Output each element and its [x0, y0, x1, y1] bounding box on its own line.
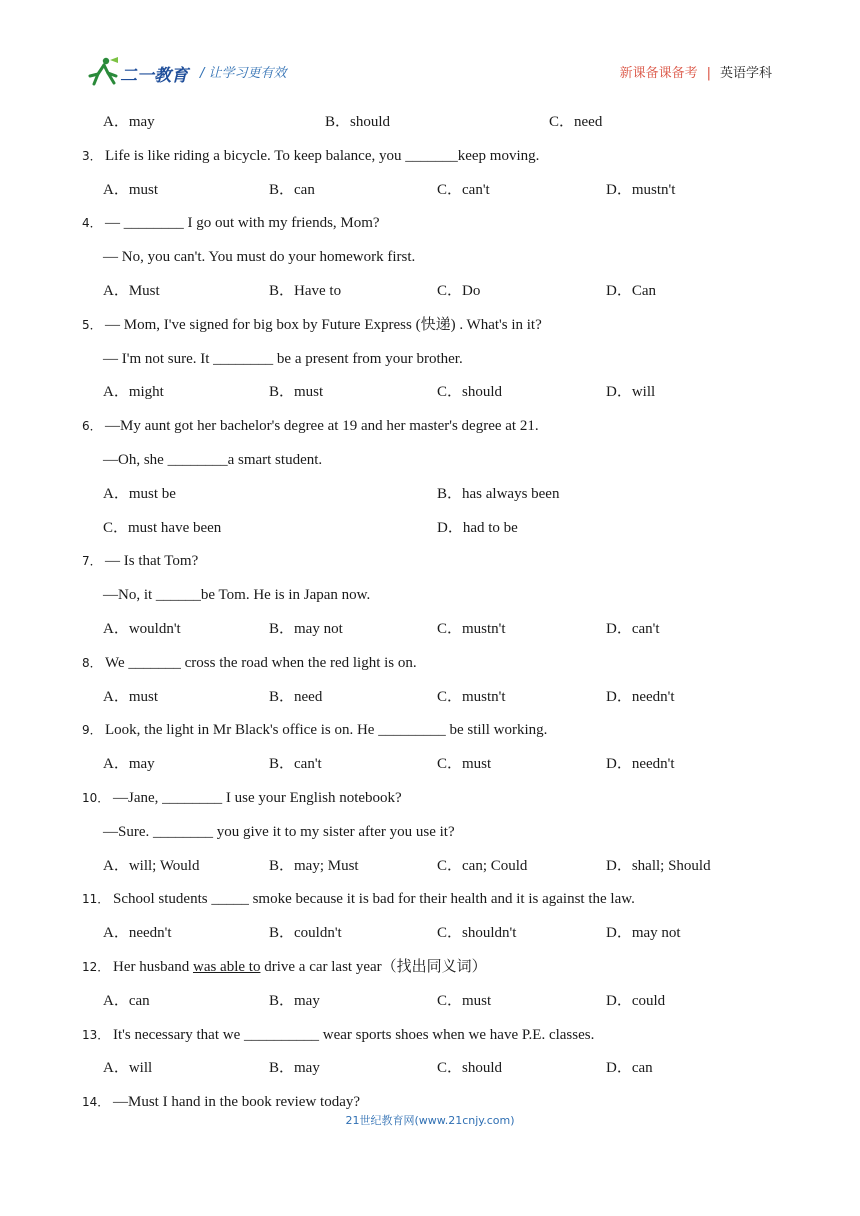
answer-option: C．shouldn't [437, 925, 517, 942]
answer-option: D．Can [606, 283, 656, 299]
answer-option: D．needn't [606, 756, 675, 773]
question-number: 6． [82, 419, 102, 434]
answer-option: B．need [269, 688, 323, 705]
question-text-part: Her husband [113, 959, 193, 975]
answer-option: A．might [103, 384, 164, 401]
question-text: It's necessary that we __________ wear sports shoes when we have P.E. classes. [113, 1026, 595, 1043]
answer-option: D．needn't [606, 688, 675, 705]
answer-option: D．may not [606, 925, 681, 942]
answer-option: A．needn't [103, 925, 172, 942]
question-number: 12． [82, 960, 110, 974]
answer-option: C．mustn't [437, 621, 506, 637]
header-subject [620, 62, 772, 81]
question-text: Life is like riding a bicycle. To keep balance, you _______keep moving. [105, 147, 540, 164]
question-text: — ________ I go out with my friends, Mom? [105, 215, 380, 232]
header-separator: | [706, 66, 711, 81]
answer-option: B．can't [269, 756, 322, 773]
answer-option: A．will [103, 1060, 153, 1077]
header-course-label: 新课备课备考 [619, 66, 698, 81]
question-number: 5． [82, 317, 102, 332]
question-text: We _______ cross the road when the red light is on. [105, 654, 417, 671]
answer-option: C．can't [437, 181, 490, 198]
answer-option: B．must [269, 384, 324, 401]
answer-option: C．can; Could [437, 857, 528, 874]
question-text: Look, the light in Mr Black's office is on. He _________ be still working. [105, 722, 548, 739]
page-footer: 21世纪教育网(www.21cnjy.com) [345, 1114, 515, 1127]
question-text-part: drive a car last year（找出同义词） [260, 959, 487, 975]
question-number: 3． [82, 148, 102, 163]
question-text [113, 958, 487, 976]
answer-option: A．must be [103, 485, 176, 502]
answer-option: B．may [269, 1060, 320, 1077]
question-text: —Must I hand in the book review today? [113, 1094, 361, 1111]
answer-option: C．must [437, 992, 492, 1009]
answer-option: B．may [269, 992, 320, 1009]
underlined-phrase: was able to [192, 959, 261, 975]
question-number: 14． [82, 1095, 110, 1110]
answer-option: C．should [437, 384, 503, 401]
question-text: —Sure. ________ you give it to my sister after you use it? [103, 823, 455, 840]
question-text: School students _____ smoke because it is bad for their health and it is against the law. [113, 891, 635, 908]
answer-option: D．shall; Should [606, 857, 711, 874]
question-text: — I'm not sure. It ________ be a present from your brother. [103, 350, 463, 367]
question-number: 10． [82, 791, 110, 805]
answer-option: A．may [103, 756, 155, 773]
answer-option: A．Must [103, 283, 160, 299]
answer-option: C．mustn't [437, 688, 506, 705]
answer-option: A．wouldn't [103, 621, 181, 637]
question-text: — Mom, I've signed for big box by Future Express (快递) . What's in it? [105, 316, 542, 333]
question-text: — No, you can't. You must do your homework first. [103, 249, 416, 266]
answer-option: C．need [549, 114, 603, 130]
question-text: —Oh, she ________a smart student. [103, 452, 323, 468]
answer-option: B．Have to [269, 283, 342, 299]
answer-option: C．must [437, 756, 492, 773]
answer-option: D．can [606, 1060, 653, 1077]
slogan: / 让学习更有效 [200, 66, 287, 81]
question-number: 4． [82, 216, 102, 231]
answer-option: A．may [103, 114, 155, 130]
question-text: —My aunt got her bachelor's degree at 19 and her master's degree at 21. [105, 418, 539, 435]
question-number: 13． [82, 1027, 110, 1042]
answer-option: A．must [103, 688, 159, 705]
answer-option: A．can [103, 992, 150, 1009]
answer-option: B．should [325, 114, 391, 130]
answer-option: D．mustn't [606, 181, 676, 198]
answer-option: A．must [103, 181, 159, 198]
header-subject-label: 英语学科 [719, 66, 772, 81]
answer-option: C．should [437, 1060, 503, 1077]
question-number: 7． [82, 554, 102, 569]
answer-option: C．Do [437, 283, 481, 299]
answer-option: D．could [606, 992, 666, 1009]
answer-option: B．has always been [437, 485, 560, 502]
answer-option: B．couldn't [269, 925, 342, 942]
answer-option: D．had to be [437, 519, 518, 536]
question-number: 9． [82, 723, 102, 738]
answer-option: B．may; Must [269, 857, 359, 874]
page-header [0, 0, 860, 100]
question-text: — Is that Tom? [105, 553, 199, 570]
question-number: 11． [82, 892, 110, 907]
logo [84, 54, 190, 88]
answer-option: C．must have been [103, 519, 222, 536]
question-text: —No, it ______be Tom. He is in Japan now. [103, 587, 371, 604]
answer-option: A．will; Would [103, 857, 200, 874]
question-text: —Jane, ________ I use your English notebook? [113, 790, 402, 806]
logo-text: 二一教育 [120, 66, 188, 86]
answer-option: D．can't [606, 621, 660, 637]
answer-option: D．will [606, 384, 656, 401]
answer-option: B．may not [269, 621, 343, 637]
question-number: 8． [82, 655, 102, 670]
answer-option: B．can [269, 181, 315, 198]
